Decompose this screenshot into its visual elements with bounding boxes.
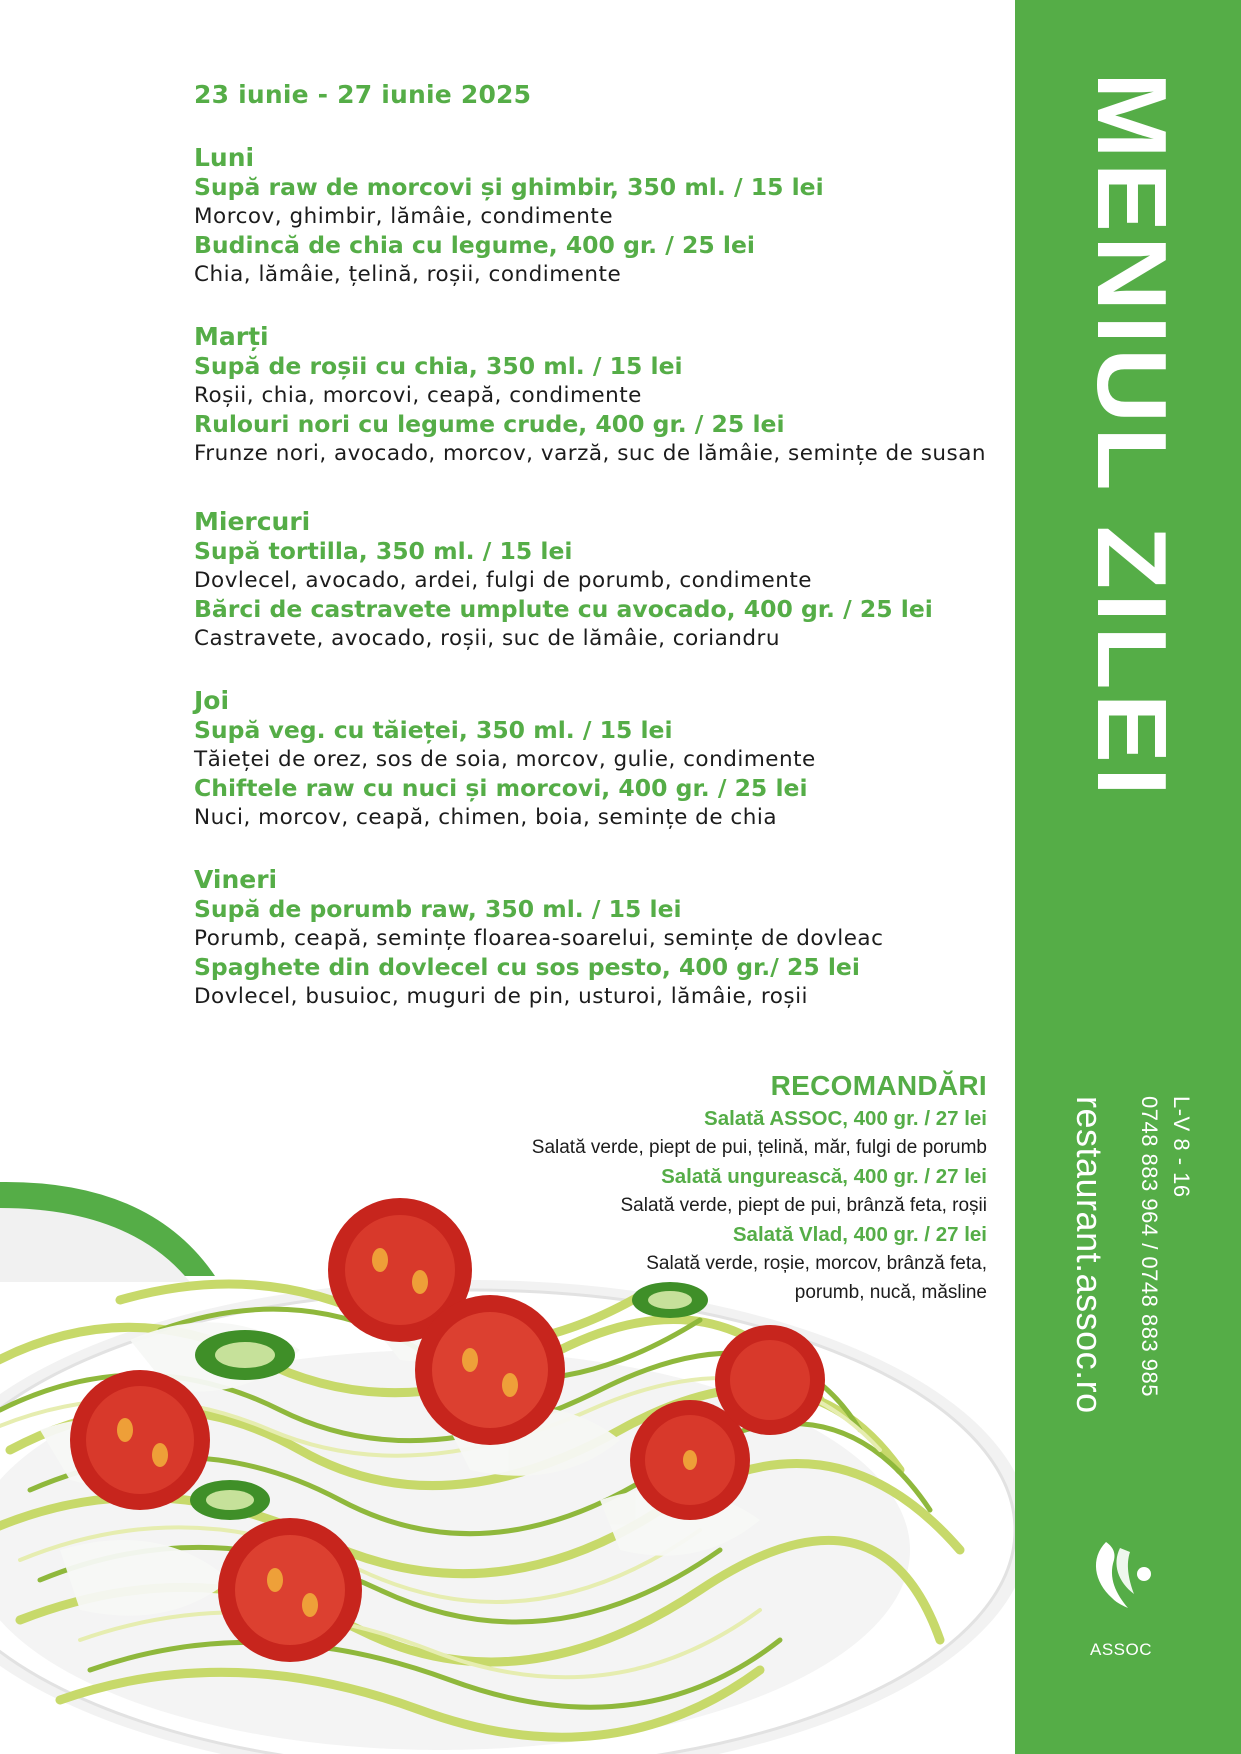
dish-description: Chia, lămâie, țelină, roșii, condimente — [194, 262, 622, 287]
dish-title: Rulouri nori cu legume crude, 400 gr. / 25 lei — [194, 410, 785, 438]
website: restaurant.assoc.ro — [1069, 1096, 1110, 1414]
recommendations-title: RECOMANDĂRI — [770, 1070, 987, 1101]
dish-title: Spaghete din dovlecel cu sos pesto, 400 gr./ 25 lei — [194, 953, 860, 981]
opening-hours: L-V 8 - 16 — [1169, 1096, 1194, 1198]
dish-description: Dovlecel, busuioc, muguri de pin, usturoi, lămâie, roșii — [194, 984, 809, 1009]
description-line: Salată verde, roșie, morcov, brânză feta, — [646, 1253, 987, 1274]
dish-description: Porumb, ceapă, semințe floarea-soarelui, semințe de dovleac — [194, 926, 884, 951]
date-range: 23 iunie - 27 iunie 2025 — [194, 80, 532, 109]
dish-title: Supă veg. cu tăieței, 350 ml. / 15 lei — [194, 716, 673, 744]
dish-title: Bărci de castravete umplute cu avocado, 400 gr. / 25 lei — [194, 595, 933, 623]
dish-title: Budincă de chia cu legume, 400 gr. / 25 lei — [194, 231, 755, 259]
recommendation-title: Salată ASSOC, 400 gr. / 27 lei — [704, 1107, 987, 1130]
day-name: Luni — [194, 143, 255, 172]
dish-description: Morcov, ghimbir, lămâie, condimente — [194, 204, 614, 229]
description-line: porumb, nucă, măsline — [794, 1282, 987, 1303]
phone-numbers: 0748 883 964 / 0748 883 985 — [1137, 1096, 1162, 1397]
dish-description: Frunze nori, avocado, morcov, varză, suc de lămâie, semințe de susan — [194, 441, 987, 466]
day-section — [194, 142, 1004, 289]
recommendation-title: Salată ungurească, 400 gr. / 27 lei — [661, 1165, 987, 1188]
day-name: Joi — [194, 686, 230, 715]
dish-description: Tăieței de orez, sos de soia, morcov, gulie, condimente — [194, 747, 816, 772]
dish-title: Supă raw de morcovi și ghimbir, 350 ml. / 15 lei — [194, 173, 824, 201]
description-line: Salată verde, piept de pui, brânză feta, roșii — [620, 1195, 987, 1216]
dish-description: Castravete, avocado, roșii, suc de lămâie, coriandru — [194, 626, 780, 651]
recommendation-description — [427, 1133, 987, 1162]
dish-description: Roșii, chia, morcovi, ceapă, condimente — [194, 383, 642, 408]
description-line: Salată verde, piept de pui, țelină, măr, fulgi de porumb — [531, 1137, 987, 1158]
recommendation-description — [427, 1191, 987, 1220]
day-section — [194, 685, 1004, 832]
day-name: Miercuri — [194, 507, 311, 536]
assoc-logo-icon — [1084, 1538, 1158, 1610]
recommendation-description — [427, 1249, 987, 1307]
dish-title: Chiftele raw cu nuci și morcovi, 400 gr. / 25 lei — [194, 774, 808, 802]
dish-title: Supă de porumb raw, 350 ml. / 15 lei — [194, 895, 682, 923]
dish-title: Supă de roșii cu chia, 350 ml. / 15 lei — [194, 352, 683, 380]
recommendations-section — [427, 1068, 987, 1307]
menu-title-text: MENIUL ZILEI — [1076, 72, 1187, 800]
day-section — [194, 321, 1004, 468]
dish-description: Dovlecel, avocado, ardei, fulgi de porumb, condimente — [194, 568, 813, 593]
dish-title: Supă tortilla, 350 ml. / 15 lei — [194, 537, 573, 565]
recommendation-title: Salată Vlad, 400 gr. / 27 lei — [732, 1223, 987, 1246]
dish-description: Nuci, morcov, ceapă, chimen, boia, semințe de chia — [194, 805, 777, 830]
menu-title — [1076, 72, 1187, 832]
day-name: Vineri — [194, 865, 278, 894]
day-section — [194, 864, 1004, 1011]
daily-menu — [194, 142, 1004, 1043]
day-section — [194, 506, 1004, 653]
logo-text: ASSOC — [1089, 1640, 1153, 1659]
day-name: Marți — [194, 322, 269, 351]
